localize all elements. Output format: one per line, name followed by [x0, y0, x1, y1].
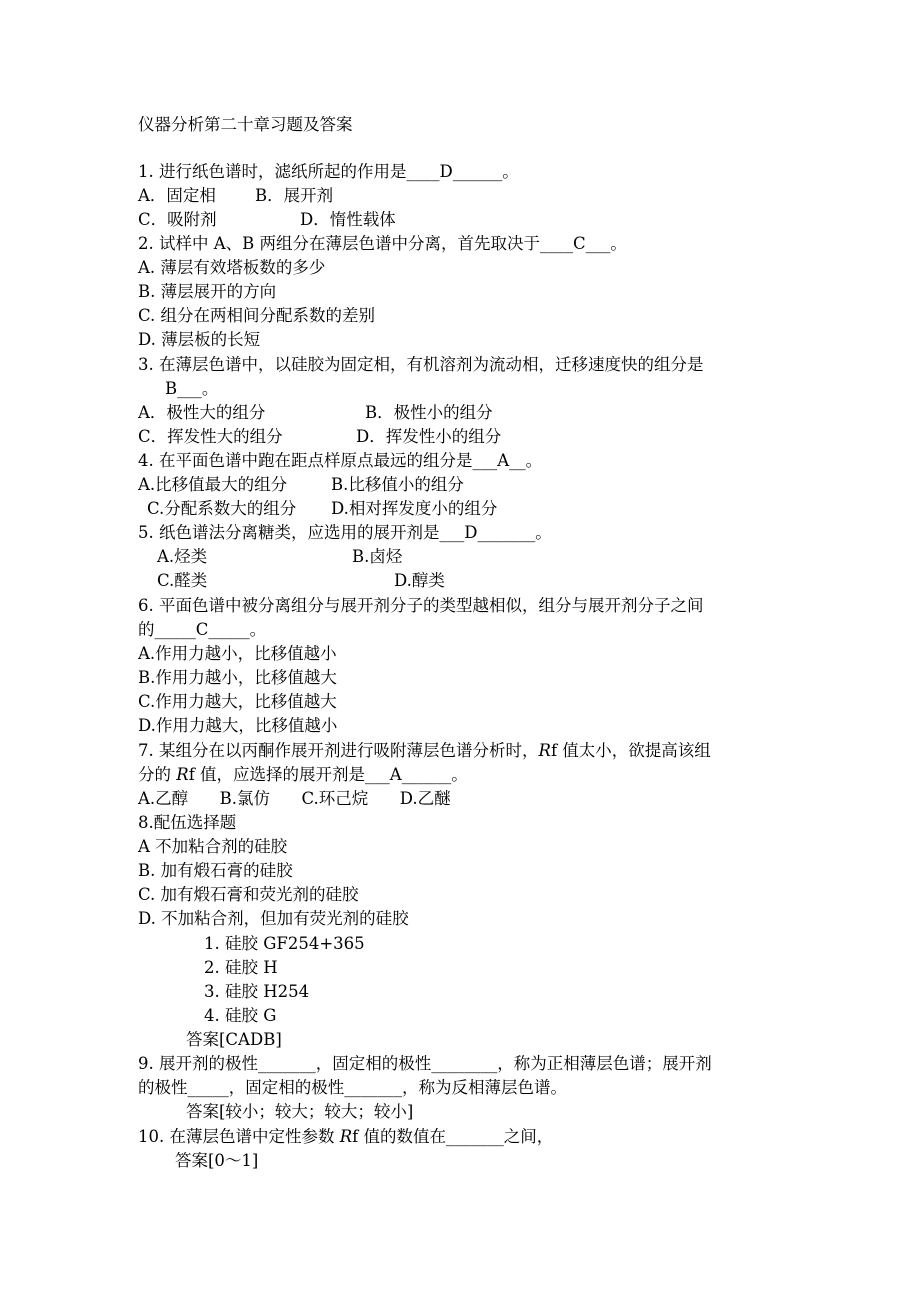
q4-option-c: C.分配系数大的组分 — [147, 499, 297, 518]
answer-blank: B___ — [165, 379, 202, 398]
question-9: 9. 展开剂的极性_______，固定相的极性________，称为正相薄层色谱；展开剂 — [138, 1054, 712, 1073]
q2-option-c: C. 组分在两相间分配系数的差别 — [138, 306, 376, 325]
question-3-blank: B___。 — [165, 379, 219, 398]
question-8-title: 8.配伍选择题 — [138, 813, 237, 832]
q5-option-d: D.醇类 — [394, 571, 445, 590]
q2-option-d: D. 薄层板的长短 — [138, 330, 261, 349]
q3-option-d: D．挥发性小的组分 — [356, 427, 502, 446]
answer-blank: ____C___ — [540, 234, 611, 253]
rf-symbol: R — [538, 741, 551, 760]
question-6-line-2: 的_____C_____。 — [138, 620, 267, 639]
answer-blank: _____C_____ — [154, 620, 250, 639]
q8-option-b: B. 加有煅石膏的硅胶 — [138, 861, 293, 880]
q8-answer: 答案[CADB] — [186, 1030, 282, 1049]
question-6: 6. 平面色谱中被分离组分与展开剂分子的类型越相似，组分与展开剂分子之间 — [138, 596, 704, 615]
q3-option-a: A．极性大的组分 — [138, 403, 266, 422]
q2-option-b: B. 薄层展开的方向 — [138, 282, 277, 301]
q5-option-a: A.烃类 — [157, 547, 208, 566]
question-1: 1. 进行纸色谱时，滤纸所起的作用是____D______。 — [138, 162, 519, 181]
q1-option-d: D．惰性载体 — [300, 210, 396, 229]
rf-symbol: R — [176, 765, 189, 784]
q6-option-d: D.作用力越大，比移值越小 — [138, 716, 338, 735]
q6-option-c: C.作用力越大，比移值越大 — [138, 692, 337, 711]
q1-option-b: B．展开剂 — [255, 186, 334, 205]
q1-option-c: C．吸附剂 — [138, 210, 217, 229]
q9-answer: 答案[较小；较大；较大；较小] — [186, 1102, 414, 1121]
question-7: 7. 某组分在以丙酮作展开剂进行吸附薄层色谱分析时，Rf 值太小，欲提高该组 — [138, 741, 711, 760]
answer-blank: ___A______ — [365, 765, 452, 784]
answer-blank: ____D______ — [406, 162, 503, 181]
q3-option-b: B．极性小的组分 — [365, 403, 493, 422]
rf-symbol: R — [339, 1127, 353, 1146]
q5-option-c: C.醛类 — [157, 571, 208, 590]
answer-blank: ___A__ — [472, 451, 526, 470]
question-5: 5. 纸色谱法分离糖类，应选用的展开剂是___D_______。 — [138, 523, 552, 542]
answer-blank: ___D_______ — [439, 523, 536, 542]
q2-option-a: A. 薄层有效塔板数的多少 — [138, 258, 326, 277]
answer-blank: ________ — [431, 1054, 498, 1073]
q8-option-c: C. 加有煅石膏和荧光剂的硅胶 — [138, 885, 359, 904]
q10-answer: 答案[0～1] — [175, 1151, 259, 1170]
answer-blank: _______ — [446, 1127, 504, 1146]
question-7-line-2: 分的 Rf 值，应选择的展开剂是___A______。 — [138, 765, 468, 784]
q1-option-a: A．固定相 — [138, 186, 216, 205]
q8-item-4: 4. 硅胶 G — [204, 1006, 277, 1025]
q3-option-c: C．挥发性大的组分 — [138, 427, 283, 446]
q8-item-3: 3. 硅胶 H254 — [204, 982, 310, 1001]
document-title: 仪器分析第二十章习题及答案 — [138, 115, 353, 134]
q8-option-a: A 不加粘合剂的硅胶 — [138, 837, 288, 856]
question-10: 10. 在薄层色谱中定性参数 Rf 值的数值在_______之间， — [138, 1127, 554, 1146]
q8-item-2: 2. 硅胶 H — [204, 958, 278, 977]
q5-option-b: B.卤烃 — [352, 547, 403, 566]
q4-option-d: D.相对挥发度小的组分 — [331, 499, 498, 518]
q6-option-a: A.作用力越小，比移值越小 — [138, 644, 337, 663]
answer-blank: _____ — [187, 1078, 229, 1097]
q7-options: A.乙醇 B.氯仿 C.环己烷 D.乙醚 — [138, 789, 451, 808]
q6-option-b: B.作用力越小，比移值越大 — [138, 668, 337, 687]
question-9-line-2: 的极性_____，固定相的极性_______，称为反相薄层色谱。 — [138, 1078, 567, 1097]
q4-option-a: A.比移值最大的组分 — [138, 475, 288, 494]
q8-item-1: 1. 硅胶 GF254+365 — [204, 934, 365, 953]
q8-option-d: D. 不加粘合剂，但加有荧光剂的硅胶 — [138, 909, 409, 928]
q4-option-b: B.比移值小的组分 — [331, 475, 464, 494]
answer-blank: _______ — [344, 1078, 402, 1097]
question-3: 3. 在薄层色谱中，以硅胶为固定相，有机溶剂为流动相，迁移速度快的组分是 — [138, 355, 704, 374]
answer-blank: _______ — [258, 1054, 316, 1073]
question-4: 4. 在平面色谱中跑在距点样原点最远的组分是___A__。 — [138, 451, 543, 470]
question-2: 2. 试样中 A、B 两组分在薄层色谱中分离，首先取决于____C___。 — [138, 234, 627, 253]
